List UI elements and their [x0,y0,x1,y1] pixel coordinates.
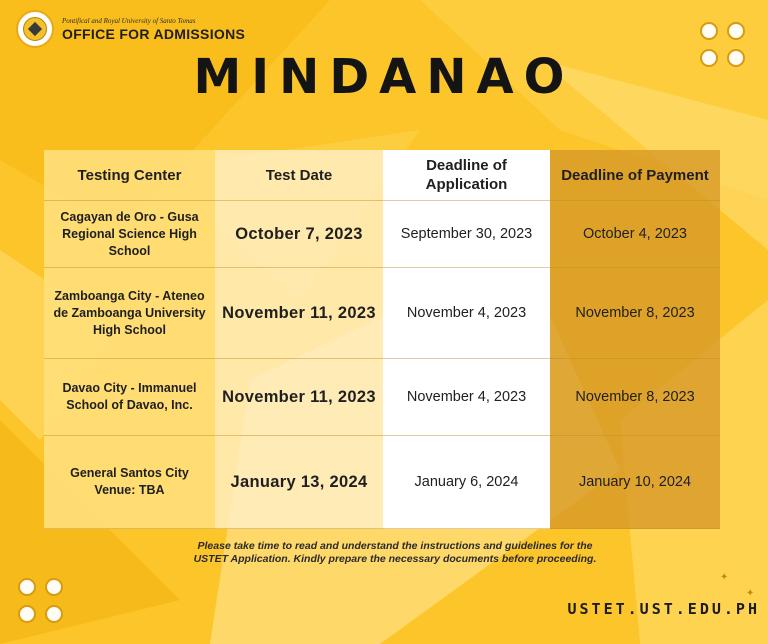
page-title: MINDANAO [193,49,575,105]
sparkle-icon: ✦ [720,572,729,583]
test-date-cell: November 11, 2023 [215,359,383,436]
university-name: Pontifical and Royal University of Santo Tomas [62,16,196,25]
application-deadline-cell: November 4, 2023 [383,268,550,359]
column-header-deadline-payment: Deadline of Payment [550,150,720,201]
test-date-cell: October 7, 2023 [215,201,383,268]
testing-center-cell: Cagayan de Oro - Gusa Regional Science High School [44,201,215,268]
office-header [16,10,245,48]
website-url: USTET.UST.EDU.PH [567,600,760,618]
testing-center-cell: Davao City - Immanuel School of Davao, Inc. [44,359,215,436]
office-name: OFFICE FOR ADMISSIONS [62,25,246,42]
testing-schedule-table [44,150,720,529]
test-date-cell: November 11, 2023 [215,268,383,359]
payment-deadline-cell: October 4, 2023 [550,201,720,268]
testing-center-cell: General Santos City Venue: TBA [44,436,215,529]
table-row [44,268,720,359]
column-header-test-date: Test Date [215,150,383,201]
university-seal-logo [16,10,54,48]
application-deadline-cell: November 4, 2023 [383,359,550,436]
sparkle-icon: ✦ [746,588,755,599]
table-row [44,436,720,529]
table-row [44,201,720,268]
application-deadline-cell: January 6, 2024 [383,436,550,529]
payment-deadline-cell: November 8, 2023 [550,359,720,436]
decorative-dots-bottom-left [18,578,61,623]
test-date-cell: January 13, 2024 [215,436,383,529]
payment-deadline-cell: January 10, 2024 [550,436,720,529]
payment-deadline-cell: November 8, 2023 [550,268,720,359]
column-header-deadline-application: Deadline of Application [383,150,550,201]
column-header-testing-center: Testing Center [44,150,215,201]
application-deadline-cell: September 30, 2023 [383,201,550,268]
table-header-row [44,150,720,201]
testing-center-cell: Zamboanga City - Ateneo de Zamboanga University High School [44,268,215,359]
table-row [44,359,720,436]
instructions-note: Please take time to read and understand the instructions and guidelines for the USTET Application. Kindly prepare the necessary documents before proceeding. [193,540,597,565]
